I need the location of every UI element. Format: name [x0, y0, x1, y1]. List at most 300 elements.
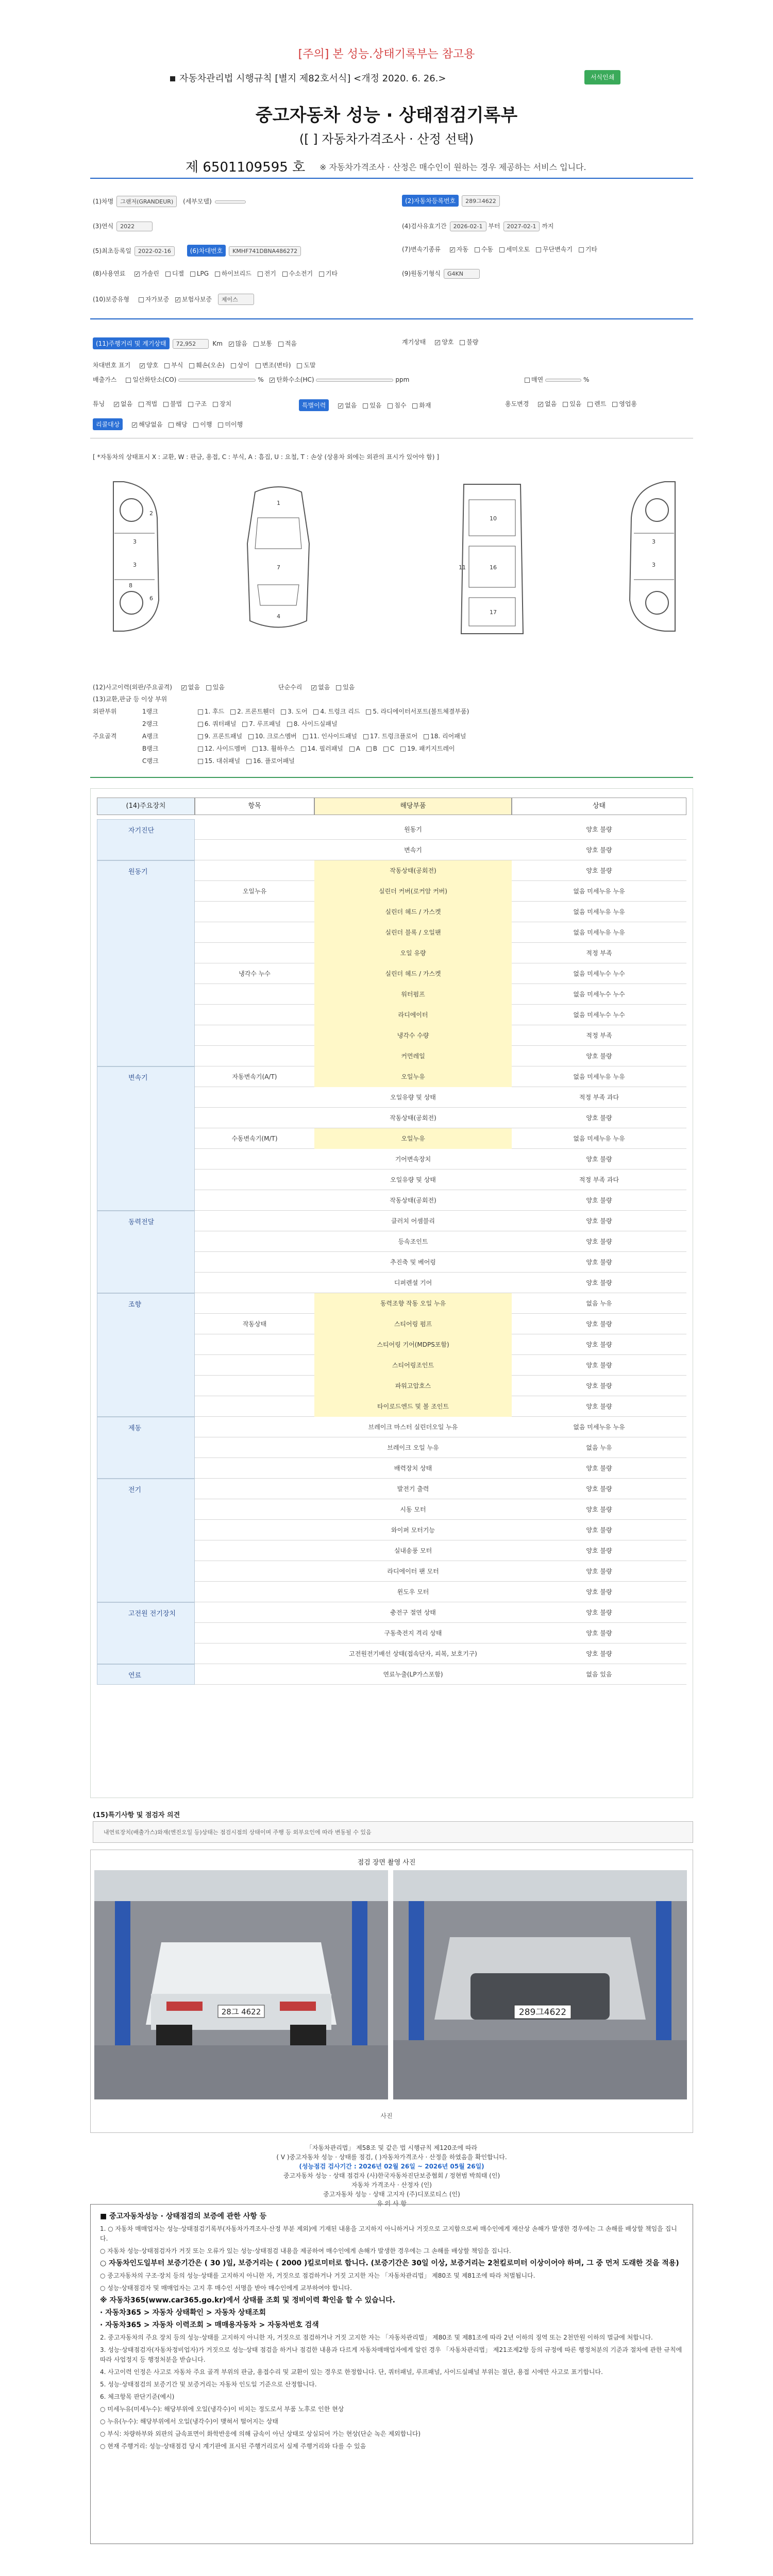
cert-notes-heading: 유 의 사 항: [377, 2200, 407, 2207]
row-part: 파워고압호스: [314, 1376, 512, 1396]
row-item: [195, 1149, 314, 1170]
repair-none-checkbox[interactable]: [311, 685, 316, 690]
table-row: [195, 1005, 686, 1025]
table-row: [195, 1499, 686, 1520]
trans-auto-checkbox[interactable]: [450, 247, 455, 252]
svg-text:16: 16: [490, 564, 497, 571]
row-status[interactable]: 양호 불량: [586, 1465, 612, 1472]
row-status[interactable]: 양호 불량: [586, 1238, 612, 1245]
row-part: 클러치 어셈블리: [391, 1217, 435, 1225]
table-row: [195, 1128, 686, 1149]
section-label: 전기: [97, 1479, 195, 1602]
row-status[interactable]: 양호 불량: [586, 1403, 612, 1410]
svg-text:8: 8: [129, 582, 132, 589]
footer-paragraph: ○ 현재 주행거리: 성능·상태점검 당시 계기판에 표시된 주행거리로서 실제 주행거리와 다를 수 있음: [100, 2443, 366, 2450]
row-part: 스티어링 펌프: [314, 1314, 512, 1334]
row-part: 오일누유: [314, 1066, 512, 1087]
table-row: [195, 902, 686, 922]
row-status[interactable]: 양호 불량: [586, 1362, 612, 1369]
page-title: 중고자동차 성능 · 상태점검기록부: [255, 105, 518, 126]
fuel-diesel-checkbox[interactable]: [165, 272, 171, 277]
svg-text:1: 1: [277, 500, 280, 506]
row-item: [195, 1293, 314, 1314]
row-part: 냉각수 수량: [314, 1025, 512, 1046]
row-status[interactable]: 없음 미세누유 누유: [573, 1073, 625, 1080]
vin-corrosion-checkbox[interactable]: [164, 363, 170, 368]
row-part: 작동상태(공회전): [314, 860, 512, 881]
co-input[interactable]: [178, 379, 256, 382]
vin-damage-checkbox[interactable]: [189, 363, 194, 368]
fuel-lpg-checkbox[interactable]: [190, 272, 195, 277]
table-row: [195, 819, 686, 840]
inspection-table-header: [97, 798, 686, 815]
row-item: [195, 1252, 314, 1273]
recall-na-checkbox[interactable]: [132, 422, 137, 428]
usage-business-checkbox[interactable]: [612, 402, 617, 407]
first-reg-field: (5)최초등록일 2022-02-16 (6)차대번호 KMHF741DBNA486272: [93, 245, 301, 257]
cert-inspector: 중고자동차 성능 · 상태 점검자 (사)한국자동차진단보증협회 / 정현범 박희태 (인): [283, 2172, 500, 2179]
row-item: [195, 984, 314, 1005]
row-item: [195, 1334, 314, 1355]
table-row: [195, 1437, 686, 1458]
row-part: 라디에이터: [314, 1005, 512, 1025]
rear-plate-text: 28그 4622: [221, 2007, 261, 2016]
table-row: [195, 881, 686, 902]
usage-rent-checkbox[interactable]: [587, 402, 593, 407]
car-name-field: (1)차명 그랜저(GRANDEUR) (세부모델): [93, 196, 246, 207]
footer-paragraph: 3. 성능·상태점검자(자동차정비업자)가 거짓으로 성능·상태 점검을 하거나 점검한 내용과 다르게 자동차매매업자에게 알린 경우 「자동차관리법」 제21조제2항 등의 규정에 따른 행정처분의 기준과 절차에 관한 규칙에 따라 사업정지 등 행정처분을 받습니다.: [100, 2346, 682, 2363]
table-row: [195, 1623, 686, 1643]
car-top-diagram: [234, 482, 322, 636]
row-status[interactable]: 양호 불량: [586, 826, 612, 833]
header-part: 해당부품: [314, 798, 512, 815]
row-item: [195, 1273, 314, 1293]
engine-type-input[interactable]: G4KN: [444, 269, 480, 279]
car-name-input[interactable]: 그랜저(GRANDEUR): [116, 196, 177, 207]
tuning-structure-checkbox[interactable]: [188, 402, 193, 407]
table-row: [195, 1520, 686, 1540]
row-part: 충전구 절연 상태: [390, 1609, 436, 1616]
document-note: ※ 자동차가격조사 · 산정은 매수인이 원하는 경우 제공하는 서비스 입니다.: [320, 162, 586, 172]
cert-period: (성능점검 검사기간 : 2026년 02월 26일 ~ 2026년 05월 26일): [299, 2163, 484, 2170]
table-row: [195, 1540, 686, 1561]
row-item: [195, 1643, 314, 1664]
trans-semi-checkbox[interactable]: [499, 247, 505, 252]
footer-paragraph: ○ 누유(누수): 해당부위에서 오일(냉각수)이 맺혀서 떨어지는 상태: [100, 2418, 278, 2425]
row-item: [195, 840, 314, 860]
footer-notes: [90, 2204, 693, 2544]
row-status[interactable]: 없음 있음: [586, 1671, 612, 1678]
footer-paragraph: 5. 성능·상태점검의 보증기간 및 보증거리는 자동차 인도일 기준으로 산정합니다.: [100, 2381, 317, 2388]
row-status[interactable]: 양호 불량: [586, 1609, 612, 1616]
row-status[interactable]: 적정 부족: [586, 950, 612, 957]
divider: [90, 777, 693, 778]
row-status[interactable]: 양호 불량: [586, 1527, 612, 1534]
row-part: 브레이크 오일 누유: [387, 1444, 439, 1451]
notes-label: (15)특기사항 및 점검자 의견: [93, 1811, 180, 1819]
row-part: 실린더 헤드 / 가스켓: [314, 902, 512, 922]
row-item: [195, 1602, 314, 1623]
smoke-input[interactable]: [545, 379, 581, 382]
row-item: [195, 1376, 314, 1396]
fuel-electric-checkbox[interactable]: [258, 272, 263, 277]
tuning-none-checkbox[interactable]: [114, 402, 119, 407]
transmission-field: (7)변속기종류 ✓ 자동 수동 세미오토 무단변속기 기타: [402, 245, 597, 253]
row-item: [195, 943, 314, 963]
row-status[interactable]: 적정 부족 과다: [579, 1176, 619, 1183]
row-item: [195, 1046, 314, 1066]
row-status[interactable]: 없음 누유: [586, 1444, 612, 1451]
row-part: 타이로드엔드 및 볼 조인트: [314, 1396, 512, 1417]
table-row: [195, 1273, 686, 1293]
accident-field: (12)사고이력(외판/주요골격) ✓ 없음 있음: [93, 683, 225, 691]
frame-rank-c-row: C랭크 15. 대쉬패널 16. 플로어패널: [142, 757, 295, 765]
row-item: [195, 1190, 314, 1211]
fuel-gasoline-checkbox[interactable]: [135, 272, 140, 277]
fuel-hydrogen-checkbox[interactable]: [282, 272, 288, 277]
row-item: [195, 1582, 314, 1602]
row-item: [195, 1396, 314, 1417]
gauge-field: 계기상태 ✓ 양호 불량: [402, 337, 478, 346]
section-label: 연료: [97, 1664, 195, 1685]
usage-yes-checkbox[interactable]: [563, 402, 568, 407]
table-row: [195, 922, 686, 943]
table-row: [195, 1602, 686, 1623]
row-part: 실내송풍 모터: [394, 1547, 432, 1554]
row-status[interactable]: 없음 미세누유 누유: [573, 1135, 625, 1142]
row-item: [195, 1211, 314, 1231]
row-status[interactable]: 양호 불량: [586, 1650, 612, 1657]
row-status[interactable]: 양호 불량: [586, 1485, 612, 1493]
accident-yes-checkbox[interactable]: [206, 685, 211, 690]
row-part: 작동상태(공회전): [390, 1197, 436, 1204]
table-row: [195, 860, 686, 881]
notes-box: 내연료장치(배출가스)와재(엔진오일 등)상태는 점검시점의 상태이며 주행 등 외부요인에 따라 변동될 수 있음: [93, 1821, 693, 1843]
cert-line: 「자동차관리법」 제58조 및 같은 법 시행규칙 제120조에 따라: [306, 2144, 478, 2151]
vin-painted-checkbox[interactable]: [297, 363, 302, 368]
front-plate-text: 289그4622: [518, 2007, 567, 2018]
divider: [90, 318, 693, 319]
year-input[interactable]: 2022: [116, 222, 153, 231]
row-part: 동력조향 작동 오일 누유: [314, 1293, 512, 1314]
row-status[interactable]: 적정 부족 과다: [579, 1094, 619, 1101]
hc-checkbox[interactable]: [270, 378, 275, 383]
fuel-hybrid-checkbox[interactable]: [215, 272, 220, 277]
warranty-field: (10)보증유형 자가보증 ✓ 보험사보증 제이스: [93, 294, 254, 305]
table-row: [195, 1211, 686, 1231]
recall-done-checkbox[interactable]: [193, 422, 198, 428]
row-status[interactable]: 없음 미세누유 누유: [573, 888, 625, 895]
emission-field: 배출가스 일산화탄소(CO) % ✓ 탄화수소(HC) ppm: [93, 375, 409, 384]
row-status[interactable]: 양호 불량: [586, 1053, 612, 1060]
footer-paragraph: · 자동차365 > 자동차 이력조회 > 매매용자동차 > 자동차번호 검색: [100, 2321, 319, 2329]
row-part: 커먼레일: [314, 1046, 512, 1066]
row-status[interactable]: 양호 불량: [586, 1259, 612, 1266]
photo-caption: 사진: [380, 2112, 393, 2120]
table-row: [195, 1314, 686, 1334]
car-frame-diagram: [448, 479, 536, 639]
table-row: [195, 1458, 686, 1479]
vin-good-checkbox[interactable]: [140, 363, 145, 368]
row-item: 자동변속기(A/T): [232, 1073, 277, 1080]
footer-paragraph: 4. 사고이력 인정은 사고로 자동차 주요 골격 부위의 판금, 용접수리 및 교환이 있는 경우로 한정합니다. 단, 쿼터패널, 루프패널, 사이드실패널 부위는 절단, 용접 시에만 사고로 표기합니다.: [100, 2368, 603, 2376]
co-checkbox[interactable]: [126, 378, 131, 383]
row-part: 오일 유량: [314, 943, 512, 963]
mileage-high-checkbox[interactable]: [229, 342, 234, 347]
trans-etc-checkbox[interactable]: [579, 247, 584, 252]
tuning-illegal-checkbox[interactable]: [163, 402, 169, 407]
row-part: 원동기: [404, 826, 422, 833]
row-part: 발전기 출력: [397, 1485, 429, 1493]
inspect-from-input[interactable]: 2026-02-1: [450, 222, 486, 231]
first-reg-input[interactable]: 2022-02-16: [135, 246, 175, 256]
row-part: 작동상태(공회전): [390, 1114, 436, 1122]
special-yes-checkbox[interactable]: [363, 403, 368, 409]
row-status[interactable]: 양호 불량: [586, 1506, 612, 1513]
row-item: [195, 1499, 314, 1520]
plate-field: (2)자동차등록번호 289그4622: [402, 195, 500, 207]
section-label: 변속기: [97, 1066, 195, 1211]
row-item: [195, 1540, 314, 1561]
row-part: 디퍼렌셜 기어: [394, 1279, 432, 1286]
row-status[interactable]: 양호 불량: [586, 1382, 612, 1389]
footer-paragraph: 2. 중고자동차의 주요 장치 등의 성능·상태를 고지하지 아니한 자, 거짓으로 점검하거나 거짓 고지한 자는 「자동차관리법」 제80조 및 제81조에 따라 2년 이하의 징역 또는 2천만원 이하의 벌금에 처합니다.: [100, 2334, 653, 2341]
parts-label: (13)교환,판금 등 이상 부위: [93, 696, 167, 703]
mileage-input[interactable]: 72,952: [173, 339, 209, 349]
detail-model-input[interactable]: [215, 200, 246, 204]
row-item: [195, 819, 314, 840]
row-status[interactable]: 없음 미세누유 누유: [573, 908, 625, 916]
table-row: [195, 1334, 686, 1355]
table-row: [195, 1479, 686, 1499]
table-row: [195, 1582, 686, 1602]
table-row: [195, 1252, 686, 1273]
footer-paragraph: ※ 자동차365(www.car365.go.kr)에서 상태를 조회 및 정비이력 확인을 할 수 있습니다.: [100, 2296, 395, 2304]
footer-paragraph: 6. 체크항목 판단기준(예시): [100, 2393, 175, 2400]
row-item: [195, 1479, 314, 1499]
warranty-company-input[interactable]: 제이스: [218, 294, 254, 305]
row-part: 워터펌프: [314, 984, 512, 1005]
row-status[interactable]: 양호 불량: [586, 1156, 612, 1163]
recall-notdone-checkbox[interactable]: [218, 422, 223, 428]
car-side-left-diagram: [93, 477, 170, 636]
row-item: [195, 902, 314, 922]
row-item: [195, 1623, 314, 1643]
row-part: 와이퍼 모터기능: [391, 1527, 435, 1534]
row-part: 변속기: [404, 846, 422, 854]
table-row: [195, 1087, 686, 1108]
svg-text:3: 3: [133, 538, 137, 545]
footer-paragraph: ○ 미세누유(미세누수): 해당부위에 오일(냉각수)이 비치는 정도로서 부품 노후로 인한 현상: [100, 2405, 344, 2413]
row-status[interactable]: 양호 불량: [586, 1114, 612, 1122]
year-field: (3)연식 2022: [93, 222, 153, 231]
law-line-text: 자동차관리법 시행규칙 [별지 제82호서식] <개정 2020. 6. 26.>: [179, 73, 446, 84]
vin-mark-field: 차대번호 표기 ✓ 양호 부식 훼손(오손) 상이 변조(변타) 도말: [93, 361, 316, 369]
simple-repair-field: 단순수리 ✓ 없음 있음: [278, 683, 355, 691]
table-row: [195, 1643, 686, 1664]
law-line: [170, 71, 446, 84]
fuel-field: (8)사용연료 ✓ 가솔린 디젤 LPG 하이브리드 전기 수소전기 기타: [93, 269, 338, 278]
outer-rank-1-row: 외판부위 1랭크 1. 후드 2. 프론트휀더 3. 도어 4. 트렁크 리드 5. 라디에이터서포트(볼트체결부품): [93, 708, 469, 715]
vin-altered-checkbox[interactable]: [256, 363, 261, 368]
table-row: [195, 984, 686, 1005]
table-row: [195, 1025, 686, 1046]
row-status[interactable]: 양호 불량: [586, 1279, 612, 1286]
inspect-to-input[interactable]: 2027-02-1: [503, 222, 540, 231]
engine-type-field: (9)원동기형식 G4KN: [402, 269, 480, 279]
table-row: [195, 1046, 686, 1066]
warranty-self-checkbox[interactable]: [139, 297, 144, 302]
row-item: [195, 1231, 314, 1252]
row-item: [195, 1025, 314, 1046]
footer-paragraph: · 자동차365 > 자동차 상태확인 > 자동차 상태조회: [100, 2309, 266, 2317]
row-status[interactable]: 없음 미세누유 누유: [573, 929, 625, 936]
hc-input[interactable]: [316, 379, 393, 382]
section-label: 동력전달: [97, 1211, 195, 1293]
recall-yes-checkbox[interactable]: [169, 422, 174, 428]
row-status[interactable]: 없음 미세누수 누수: [573, 1011, 625, 1019]
svg-text:4: 4: [277, 613, 280, 620]
row-status[interactable]: 적정 부족: [586, 1032, 612, 1039]
row-part: 시동 모터: [400, 1506, 426, 1513]
row-status[interactable]: 양호 불량: [586, 1320, 612, 1328]
mileage-field: (11)주행거리 및 계기상태 72,952 Km ✓ 많음 보통 적음: [93, 337, 297, 349]
row-status[interactable]: 양호 불량: [586, 846, 612, 854]
special-history-field: 특별이력 ✓ 없음 있음 침수 화재: [299, 399, 431, 411]
row-item: [195, 1108, 314, 1128]
print-button[interactable]: 서식인쇄: [584, 70, 620, 84]
footer-paragraph: ○ 자동차인도일부터 보증기간은 ( 30 )일, 보증거리는 ( 2000 )킬로미터로 합니다. (보증기간은 30일 이상, 보증거리는 2천킬로미터 이상이어야 하며, 그 중 먼저 도래한 것을 적용): [100, 2259, 679, 2267]
row-part: 오일유량 및 상태: [390, 1176, 436, 1183]
tuning-field: 튜닝 ✓ 없음 적법 불법 구조 장치: [93, 399, 231, 408]
row-status[interactable]: 양호 불량: [586, 1217, 612, 1225]
usage-change-field: 용도변경 ✓ 없음 있음 렌트 영업용: [505, 399, 637, 408]
page-subtitle: ([ ] 자동차가격조사 · 산정 선택): [299, 132, 474, 146]
rear-photo: [94, 1870, 388, 2099]
row-status[interactable]: 없음 미세누수 누수: [573, 991, 625, 998]
row-status[interactable]: 없음 누유: [586, 1300, 612, 1307]
table-row: [195, 1108, 686, 1128]
mileage-low-checkbox[interactable]: [278, 342, 283, 347]
tuning-device-checkbox[interactable]: [213, 402, 218, 407]
footer-paragraph: ○ 성능·상태점검자 및 매매업자는 고지 후 매수인 서명을 받아 매수인에게 교부하여야 합니다.: [100, 2284, 352, 2292]
tuning-legal-checkbox[interactable]: [139, 402, 144, 407]
row-item: 오일누유: [242, 888, 267, 895]
table-row: [195, 1149, 686, 1170]
table-row: [195, 1355, 686, 1376]
row-status[interactable]: 양호 불량: [586, 1630, 612, 1637]
usage-none-checkbox[interactable]: [538, 402, 543, 407]
svg-text:3: 3: [652, 562, 656, 568]
svg-text:2: 2: [149, 510, 153, 517]
square-bullet-icon: [170, 76, 175, 81]
gauge-bad-checkbox[interactable]: [460, 340, 465, 345]
plate-input[interactable]: 289그4622: [462, 195, 500, 207]
svg-text:3: 3: [133, 562, 137, 568]
row-part: 실린더 블록 / 오일팬: [314, 922, 512, 943]
special-none-checkbox[interactable]: [338, 403, 343, 409]
row-status[interactable]: 양호 불량: [586, 867, 612, 874]
header-status: 상태: [512, 798, 686, 815]
outer-rank-2-row: 2랭크 6. 쿼터패널 7. 루프패널 8. 사이드실패널: [142, 720, 338, 727]
row-item: [195, 1005, 314, 1025]
table-row: [195, 1664, 686, 1685]
row-part: 스티어링 기어(MDPS포함): [314, 1334, 512, 1355]
row-part: 실린더 커버(로커암 커버): [314, 881, 512, 902]
row-item: [195, 1561, 314, 1582]
gauge-good-checkbox[interactable]: [435, 340, 440, 345]
trans-manual-checkbox[interactable]: [475, 247, 480, 252]
svg-text:3: 3: [652, 538, 656, 545]
cert-appraiser: 자동차 가격조사 · 산정자 (인): [351, 2181, 432, 2189]
row-part: 연료누출(LP가스포함): [383, 1671, 443, 1678]
table-row: [195, 963, 686, 984]
table-row: [195, 943, 686, 963]
row-part: 브레이크 마스터 실린더오일 누유: [368, 1423, 458, 1431]
section-label: 조향: [97, 1293, 195, 1417]
svg-text:6: 6: [149, 595, 153, 602]
row-item: [195, 1664, 314, 1685]
footer-paragraph: 1. ○ 자동차 매매업자는 성능·상태점검기록부(자동차가격조사·산정 부분 제외)에 기재된 내용을 고지하지 아니하거나 거짓으로 고지함으로써 매수인에게 재산상 손해가 발생한 경우에는 그 손해를 배상할 책임을 집니다.: [100, 2225, 677, 2242]
row-status[interactable]: 양호 불량: [586, 1547, 612, 1554]
row-part: 라디에이터 팬 모터: [387, 1568, 439, 1575]
trans-cvt-checkbox[interactable]: [536, 247, 541, 252]
row-item: 수동변속기(M/T): [231, 1135, 278, 1142]
warranty-insurance-checkbox[interactable]: [175, 297, 180, 302]
vin-mismatch-checkbox[interactable]: [231, 363, 236, 368]
row-part: 등속조인트: [398, 1238, 428, 1245]
row-item: [195, 1087, 314, 1108]
row-item: [195, 1520, 314, 1540]
row-status[interactable]: 양호 불량: [586, 1568, 612, 1575]
row-part: 오일누유: [314, 1128, 512, 1149]
row-item: [195, 1355, 314, 1376]
smoke-checkbox[interactable]: [525, 378, 530, 383]
smoke-field: 매연 %: [520, 375, 589, 384]
mileage-normal-checkbox[interactable]: [254, 342, 259, 347]
car-side-right-diagram: [624, 477, 696, 636]
table-row: [195, 1561, 686, 1582]
front-photo: [393, 1870, 687, 2099]
row-item: [195, 860, 314, 881]
special-flood-checkbox[interactable]: [388, 403, 393, 409]
accident-none-checkbox[interactable]: [181, 685, 187, 690]
photo-title: 점검 장면 촬영 사진: [357, 1859, 416, 1867]
row-status[interactable]: 양호 불량: [586, 1197, 612, 1204]
vin-input[interactable]: KMHF741DBNA486272: [229, 246, 301, 256]
table-row: [195, 840, 686, 860]
table-row: [195, 1376, 686, 1396]
table-row: [195, 1231, 686, 1252]
cert-line: ( V )중고자동차 성능 · 상태를 점검, ( )자동차가격조사 · 산정을 하였음을 확인합니다.: [276, 2154, 507, 2161]
row-item: [195, 1458, 314, 1479]
svg-text:17: 17: [490, 609, 497, 616]
header-device: (14)주요장치: [97, 798, 195, 815]
row-status[interactable]: 양호 불량: [586, 1588, 612, 1596]
fuel-etc-checkbox[interactable]: [319, 272, 324, 277]
section-label: 제동: [97, 1417, 195, 1479]
footer-paragraph: ○ 자동차 성능·상태점검자가 거짓 또는 오류가 있는 성능·상태점검 내용을 제공하여 매수인에게 손해가 발생한 경우에는 그 손해를 배상할 책임을 집니다.: [100, 2247, 511, 2255]
repair-yes-checkbox[interactable]: [336, 685, 341, 690]
frame-rank-b-row: B랭크 12. 사이드멤버 13. 휠하우스 14. 필러패널 A B C 19. 패키지트레이: [142, 745, 455, 752]
document-number: 제 6501109595 호: [186, 160, 306, 175]
row-status[interactable]: 없음 미세누유 누유: [573, 1423, 625, 1431]
row-item: [195, 1170, 314, 1190]
row-status[interactable]: 없음 미세누수 누수: [573, 970, 625, 977]
special-fire-checkbox[interactable]: [412, 403, 417, 409]
cert-notifier: 중고자동차 성능 · 상태 고지자 (주)디포로티스 (인): [323, 2191, 460, 2198]
row-status[interactable]: 양호 불량: [586, 1341, 612, 1348]
